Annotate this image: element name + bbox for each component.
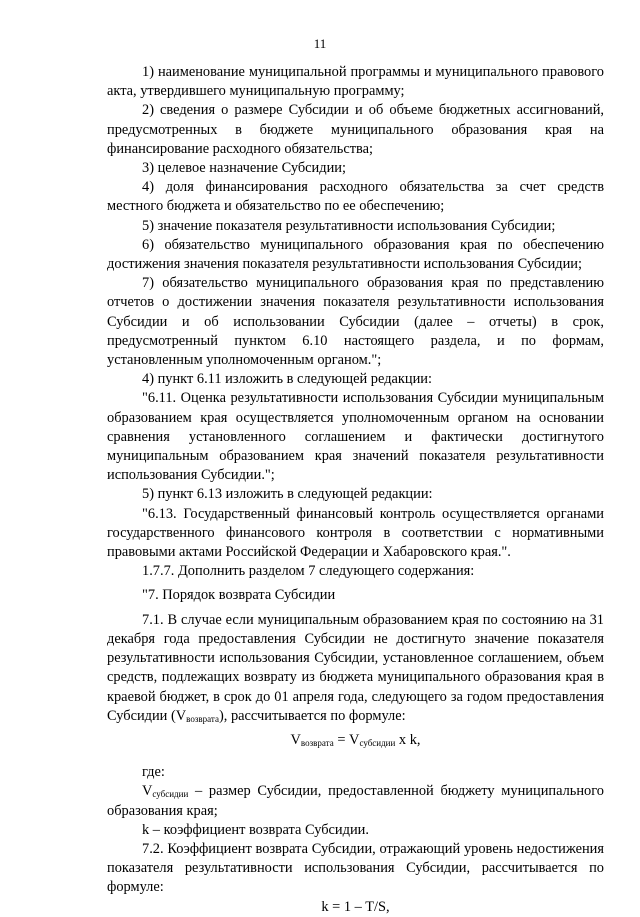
v-return-subscript: возврата — [186, 713, 219, 724]
amendment-6-11-heading: 4) пункт 6.11 изложить в следующей редакции: — [142, 371, 433, 388]
list-item-1: 1) наименование муниципальной программы и муниципального правового акта, утвердившего муниципальную программу; — [107, 64, 604, 100]
definition-v-symbol: V — [142, 783, 153, 800]
paragraph-7-1 — [107, 611, 604, 726]
document-body — [107, 63, 604, 917]
section-7-addition: 1.7.7. Дополнить разделом 7 следующего содержания: — [142, 563, 475, 580]
amendment-6-11-text: "6.11. Оценка результативности использования Субсидии муниципальным образованием края осуществляется уполномоченным органом на основании сравнения установленного соглашением и фактически достигнутого муниципальным образованием края значений показателя результативности использования Субсидии."; — [107, 390, 604, 484]
formula-v-return — [107, 731, 604, 750]
formula-k: k = 1 – T/S, — [321, 898, 390, 915]
formula-v-subsidy-subscript: субсидии — [359, 737, 396, 748]
list-item-7: 7) обязательство муниципального образования края по представлению отчетов о достижении значения показателя результативности использования Субсидии и об использовании Субсидии (далее – отчеты) в срок, предусмотренный пунктом 6.10 настоящего раздела, и по формам, установленным уполномоченным органом."; — [107, 275, 604, 369]
formula-v-return-subscript: возврата — [300, 737, 334, 748]
paragraph-7-1-text: 7.1. В случае если муниципальным образованием края по состоянию на 31 декабря года предоставления Субсидии не достигнуто значение показателя результативности использования Субсидии, установленное соглашением, объем средств, подлежащих возврату из бюджета муниципального образования края в краевой бюджет, в срок до 01 апреля года, следующего за годом предоставления Субсидии (V — [107, 611, 604, 724]
list-item-5: 5) значение показателя результативности использования Субсидии; — [142, 217, 556, 234]
where-label: где: — [142, 764, 165, 781]
formula-v-symbol: V — [290, 731, 301, 748]
definition-k: k – коэффициент возврата Субсидии. — [142, 821, 369, 838]
list-item-6: 6) обязательство муниципального образования края по обеспечению достижения значения показателя результативности использования Субсидии; — [107, 236, 604, 273]
list-item-3: 3) целевое назначение Субсидии; — [142, 160, 346, 177]
definition-v-subscript: субсидии — [152, 789, 189, 800]
page-number: 11 — [313, 36, 327, 51]
formula-equals-v: = V — [333, 731, 360, 748]
amendment-6-13-text: "6.13. Государственный финансовый контроль осуществляется органами государственного финансового контроля в соответствии с нормативными правовыми актами Российской Федерации и Хабаровского края.". — [107, 505, 604, 561]
list-item-2: 2) сведения о размере Субсидии и об объеме бюджетных ассигнований, предусмотренных в бюджете муниципального образования края на финансирование расходного обязательства; — [107, 102, 604, 157]
definition-v-subsidy — [107, 782, 604, 820]
paragraph-7-1-tail: ), рассчитывается по формуле: — [218, 707, 406, 724]
paragraph-7-2: 7.2. Коэффициент возврата Субсидии, отражающий уровень недостижения показателя результативности использования Субсидии, рассчитывается по формуле: — [107, 840, 604, 896]
list-item-4: 4) доля финансирования расходного обязательства за счет средств местного бюджета и обязательство по ее обеспечению; — [107, 179, 604, 215]
amendment-6-13-heading: 5) пункт 6.13 изложить в следующей редакции: — [142, 486, 433, 503]
definition-v-text: – размер Субсидии, предоставленной бюджету муниципального образования края; — [107, 783, 604, 819]
formula-times-k: x k, — [395, 731, 421, 748]
section-7-title: "7. Порядок возврата Субсидии — [142, 587, 336, 604]
